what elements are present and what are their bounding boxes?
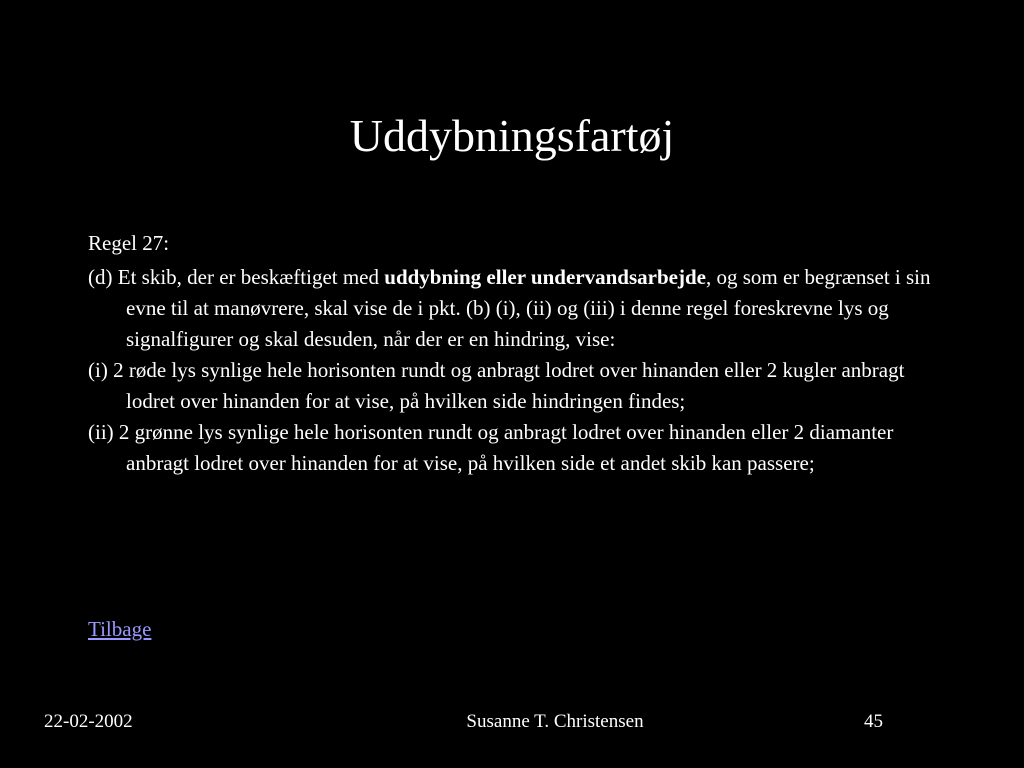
footer-date: 22-02-2002 xyxy=(44,711,133,732)
slide-title: Uddybningsfartøj xyxy=(349,110,675,161)
slide-body xyxy=(88,228,938,479)
footer-page-number: 45 xyxy=(864,711,883,732)
paragraph-intro xyxy=(88,265,931,351)
paragraph-bold-term: uddybning eller undervandsarbejde xyxy=(384,265,706,289)
paragraph-intro-rest: , og som er begrænset i sin evne til at manøvrere, skal vise de i pkt. (b) (i), (ii) og (iii) i denne regel foreskrevne lys og signalfigurer og skal desuden, når der er en hindring, vise: xyxy=(126,265,931,351)
back-link[interactable]: Tilbage xyxy=(88,617,152,641)
rule-paragraph xyxy=(88,262,938,479)
rule-label: Regel 27: xyxy=(88,231,170,255)
item-i: (i) 2 røde lys synlige hele horisonten rundt og anbragt lodret over hinanden eller 2 kugler anbragt lodret over hinanden for at vise, på hvilken side hindringen findes; xyxy=(88,358,905,413)
footer-author: Susanne T. Christensen xyxy=(466,711,644,732)
paragraph-intro-text: (d) Et skib, der er beskæftiget med xyxy=(88,265,385,289)
item-ii: (ii) 2 grønne lys synlige hele horisonten rundt og anbragt lodret over hinanden eller 2 diamanter anbragt lodret over hinanden for at vise, på hvilken side et andet skib kan passere; xyxy=(88,420,894,475)
